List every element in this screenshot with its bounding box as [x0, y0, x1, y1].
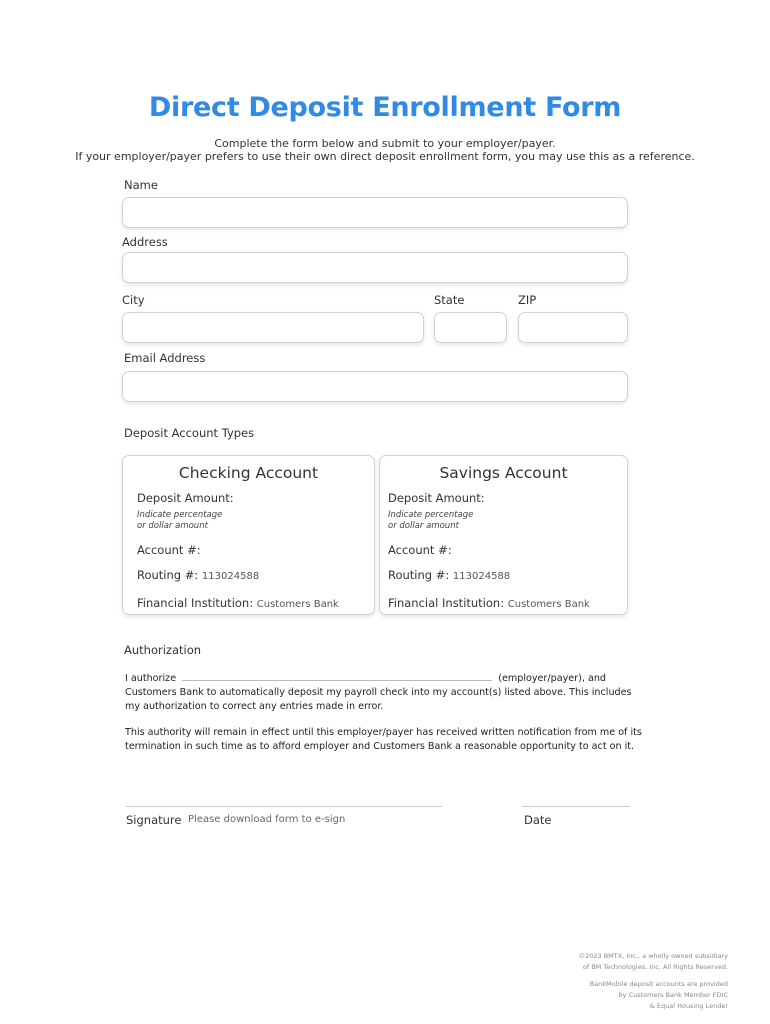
city-label: City	[122, 293, 145, 307]
checking-institution-label: Financial Institution:	[137, 596, 254, 610]
authorization-paragraph-1	[125, 670, 645, 714]
checking-account-number-label[interactable]: Account #:	[137, 543, 201, 557]
checking-routing	[137, 568, 259, 582]
date-line	[522, 806, 630, 807]
savings-account-card	[379, 455, 628, 615]
date-label: Date	[524, 813, 552, 827]
checking-deposit-amount-label[interactable]: Deposit Amount:	[137, 491, 234, 505]
savings-title: Savings Account	[439, 464, 568, 482]
email-field[interactable]	[122, 371, 628, 402]
authorization-body-text: Customers Bank to automatically deposit my payroll check into my account(s) listed above. This includes my authorization to correct any entries made in error.	[125, 687, 632, 712]
checking-institution-value: Customers Bank	[256, 599, 339, 610]
savings-institution	[388, 596, 590, 610]
savings-routing	[388, 568, 510, 582]
signature-line	[126, 806, 442, 807]
checking-routing-value: 113024588	[201, 571, 260, 582]
employer-name-blank[interactable]	[182, 670, 492, 681]
employer-payer-text: (employer/payer), and	[498, 673, 606, 684]
authorization-paragraph-2: This authority will remain in effect until this employer/payer has received written notification from me of its termination in such time as to afford employer and Customers Bank a reasonable opportunity to act on it.	[125, 727, 642, 752]
email-label: Email Address	[124, 351, 206, 365]
page-title: Direct Deposit Enrollment Form	[148, 92, 622, 123]
signature-field[interactable]: Please download form to e-sign	[188, 814, 346, 825]
footer-line-5: & Equal Housing Lender	[649, 1002, 728, 1010]
savings-note-line-2: or dollar amount	[388, 521, 459, 531]
checking-note-line-1: Indicate percentage	[137, 510, 223, 520]
checking-routing-label: Routing #:	[137, 568, 199, 582]
footer-bank-disclosure	[528, 979, 728, 1012]
checking-note-line-2: or dollar amount	[137, 521, 208, 531]
checking-account-card	[122, 455, 375, 615]
subtitle-line-2: If your employer/payer prefers to use their own direct deposit enrollment form, you may use this as a reference.	[75, 150, 695, 163]
savings-institution-label: Financial Institution:	[388, 596, 505, 610]
name-field[interactable]	[122, 197, 628, 228]
signature-label: Signature	[126, 813, 182, 827]
footer-line-3: BankMobile deposit accounts are provided	[589, 980, 728, 988]
savings-deposit-amount-label[interactable]: Deposit Amount:	[388, 491, 485, 505]
subtitle-line-1: Complete the form below and submit to your employer/payer.	[214, 137, 556, 150]
savings-routing-value: 113024588	[452, 571, 511, 582]
savings-institution-value: Customers Bank	[507, 599, 590, 610]
state-label: State	[434, 293, 465, 307]
city-field[interactable]	[122, 312, 424, 343]
zip-field[interactable]	[518, 312, 628, 343]
footer-line-4: by Customers Bank Member FDIC	[618, 991, 728, 999]
i-authorize-text: I authorize	[125, 673, 177, 684]
authorization-heading: Authorization	[124, 643, 202, 657]
checking-institution	[137, 596, 339, 610]
footer-line-2: of BM Technologies, Inc. All Rights Reserved.	[582, 963, 728, 971]
address-field[interactable]	[122, 252, 628, 283]
footer-copyright	[528, 951, 728, 973]
savings-note-line-1: Indicate percentage	[388, 510, 474, 520]
name-label: Name	[124, 178, 158, 192]
zip-label: ZIP	[518, 293, 537, 307]
footer-line-1: ©2023 BMTX, Inc., a wholly owned subsidiary	[578, 952, 728, 960]
savings-account-number-label[interactable]: Account #:	[388, 543, 452, 557]
savings-routing-label: Routing #:	[388, 568, 450, 582]
deposit-types-label: Deposit Account Types	[124, 426, 255, 440]
checking-title: Checking Account	[178, 464, 319, 482]
state-field[interactable]	[434, 312, 507, 343]
savings-deposit-note	[388, 510, 473, 532]
address-label: Address	[122, 235, 168, 249]
checking-deposit-note	[137, 510, 222, 532]
